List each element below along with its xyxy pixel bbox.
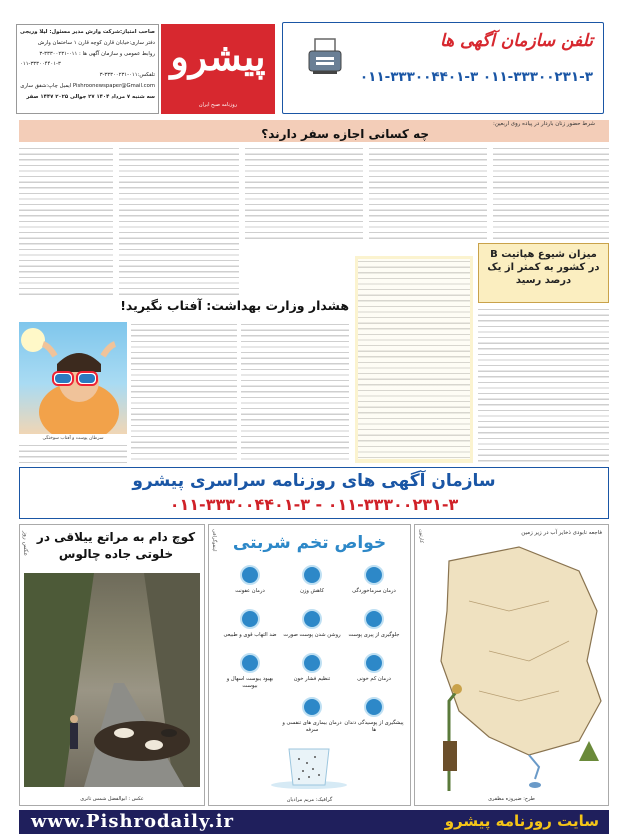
text-column [478,307,609,463]
publisher-info [16,24,159,114]
hepatitis-box [478,243,609,463]
footer-site-label: سایت روزنامه پیشرو [444,812,599,830]
text-column [358,259,470,459]
benefit-item: درمان عفونت [219,565,281,609]
cartoon-credit: طرح: ضیروزه مظفری [488,796,535,802]
benefit-icon [364,565,384,585]
text-column [19,146,113,296]
info-line: ۰۱۱-۳۳۳۰۰۴۴۰۱-۳ [20,61,61,68]
benefit-item: جلوگیری از پیری پوست [343,609,405,653]
logo: پیشرو [170,34,266,79]
hepatitis-headline-box [478,243,609,303]
info-line: روابط عمومی و سازمان آگهی ها : ۰۱۱-۳۳۳۰۰۲۳۱-۳ [39,50,155,57]
seeds-credit: گرافیک: مریم مرادیان [286,797,333,803]
benefit-item: روشن شدن پوست صورت [281,609,343,653]
text-column [369,146,487,240]
benefit-item: کاهش وزن [281,565,343,609]
benefit-icon [302,609,322,629]
logo-tagline: روزنامه صبح ایران [198,102,238,108]
lead-headline-bar [19,120,609,142]
text-column [245,146,363,240]
photo-label: عکس روز [22,531,29,557]
benefit-item: پیشگیری از پوسیدگی دندان ها [343,697,405,741]
photo-credit: عکس : ابوالفضل شمس تاتری [80,796,144,802]
benefit-item: ضد التهاب قوی و طبیعی [219,609,281,653]
cartoon [414,524,609,806]
lead-kicker: شرط حضور زنان باردار در پیاده روی اربعین: [492,121,595,127]
heat-story [19,298,349,463]
info-line: Pishroonewspaper@Gmail.com ایمیل چاپ:شفق ساری [20,82,155,89]
ad-banner [19,467,609,519]
banner-title: سازمان آگهی های روزنامه سراسری پیشرو [132,471,496,491]
ad-phone-box [282,22,604,114]
masthead [0,0,620,120]
seed-glass-illustration [269,745,349,789]
benefit-icon [240,609,260,629]
footer [19,810,609,834]
logo-block [161,24,275,114]
seeds-title: خواص تخم شربتی [232,533,387,553]
sun-photo-caption: سرطان پوست و آفتاب سوختگی [42,436,104,441]
benefit-icon [302,697,322,717]
benefit-icon [302,565,322,585]
info-line: تلفکس:۰۱۱-۳۳۳۰۰۲۳۱-۳ [99,72,155,79]
photo-story [19,524,205,806]
banner-phones: ۰۱۱-۳۳۳۰۰۲۳۱-۳ - ۰۱۱-۳۳۳۰۰۴۴۰۱-۳ [169,495,459,514]
benefit-icon [240,653,260,673]
cartoon-drawing [429,541,605,791]
info-line: صاحب امتیاز:شرکت وارش مدیر مسئول: لیلا وریجی [19,29,155,35]
benefit-item: درمان بیماری های تنفسی و سرفه [281,697,343,741]
yellow-text-column [355,256,473,463]
fax-icon [307,37,343,77]
info-line: سه شنبه ۷ مرداد ۱۴۰۴ ۲۷ جوالی ۲۰۲۵ ۱۴۴۷ صفر [26,93,155,100]
goats-photo [24,573,200,787]
benefit-icon [364,653,384,673]
text-column [241,322,349,463]
text-column [493,146,609,240]
info-line: دفتر ساری:خیابان قارن کوچه قارن ۱ ساختمان وارش [37,39,155,46]
benefit-icon [364,609,384,629]
benefit-icon [364,697,384,717]
lead-headline: چه کسانی اجازه سفر دارند؟ [261,127,429,141]
benefit-item: درمان سرماخوردگی [343,565,405,609]
ad-phones: ۰۱۱-۳۳۳۰۰۲۳۱-۳ ۰۱۱-۳۳۳۰۰۴۴۰۱-۳ [359,69,593,85]
text-column [131,322,237,463]
ad-title: تلفن سازمان آگهی ها [439,31,593,51]
text-column [19,443,127,463]
benefit-item: درمان کم خونی [343,653,405,697]
footer-url[interactable]: www.Pishrodaily.ir [31,811,234,832]
benefit-item: تنظیم فشار خون [281,653,343,697]
benefit-icon [240,565,260,585]
photo-headline: کوچ دام به مراتع ییلاقی در خلوتی جاده چالوس [36,530,196,561]
heat-headline: هشدار وزارت بهداشت: آفتاب نگیرید! [120,298,349,313]
seeds-label: اینفوگرافی [211,529,217,552]
hepatitis-headline: میزان شیوع هپاتیت B در کشور به کمتر از یک درصد رسید [487,249,600,286]
benefit-icon [302,653,322,673]
text-column [119,146,239,296]
seeds-infographic [208,524,411,806]
cartoon-title: فاجعه نابودی ذخایر آب در زیر زمین [521,530,602,536]
seeds-grid [217,565,405,745]
benefit-item: بهبود یبوست اسهال و بیوست [219,653,281,697]
cartoon-label: کارتون [418,529,424,543]
sun-photo [19,322,127,434]
